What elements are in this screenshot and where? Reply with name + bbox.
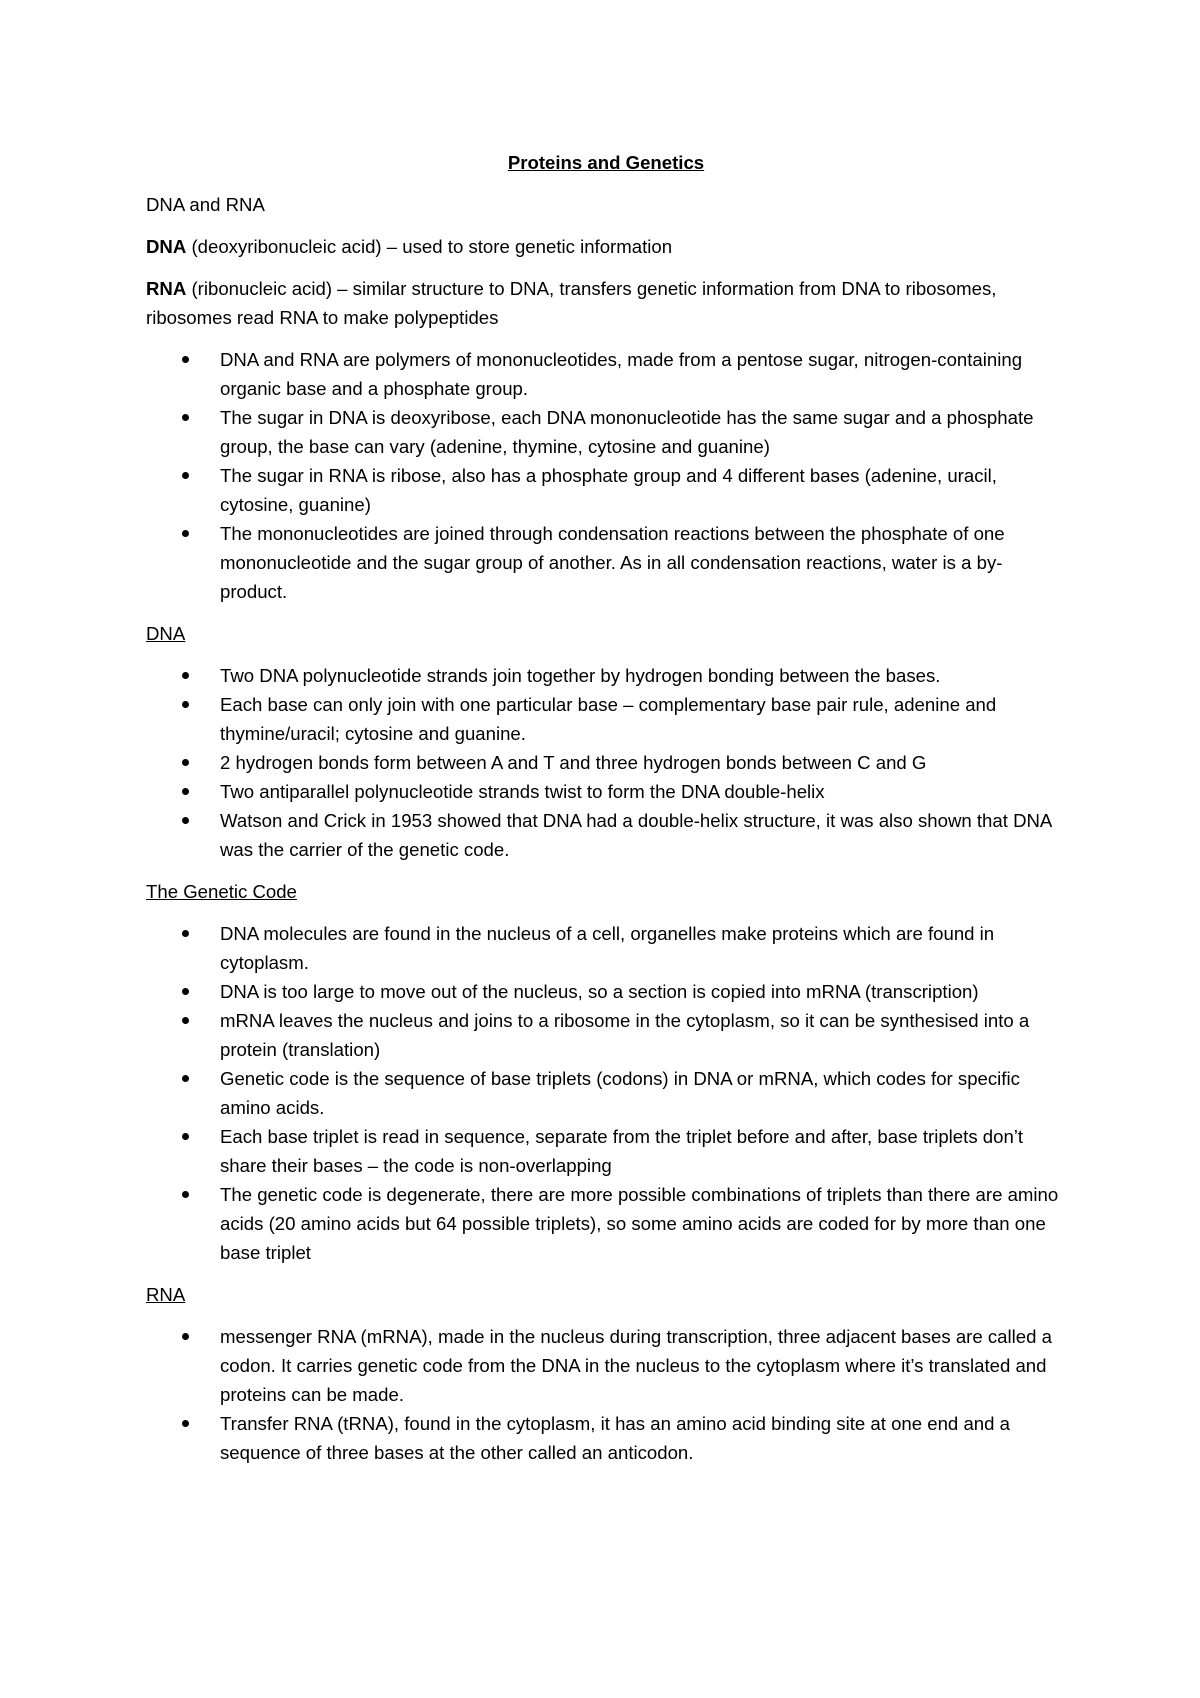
list-item bbox=[146, 661, 1066, 690]
list-item-text: DNA and RNA are polymers of mononucleotides, made from a pentose sugar, nitrogen-containing organic base and a phosphate group. bbox=[220, 349, 1023, 399]
list-item-text: Genetic code is the sequence of base triplets (codons) in DNA or mRNA, which codes for specific amino acids. bbox=[220, 1068, 1020, 1118]
list-item bbox=[146, 777, 1066, 806]
list-item bbox=[146, 1064, 1066, 1122]
dna-definition-text: (deoxyribonucleic acid) – used to store genetic information bbox=[186, 236, 673, 257]
list-item-text: messenger RNA (mRNA), made in the nucleus during transcription, three adjacent bases are called a codon. It carries genetic code from the DNA in the nucleus to the cytoplasm where it’s translated and proteins can be made. bbox=[220, 1326, 1052, 1405]
dna-definition bbox=[146, 232, 1066, 261]
list-item bbox=[146, 919, 1066, 977]
list-item-text: Each base triplet is read in sequence, separate from the triplet before and after, base triplets don’t share their bases – the code is non-overlapping bbox=[220, 1126, 1024, 1176]
document-body bbox=[146, 148, 1066, 1480]
bullet-icon bbox=[182, 530, 189, 537]
list-item bbox=[146, 1322, 1066, 1409]
section-heading-dna-and-rna: DNA and RNA bbox=[146, 194, 265, 215]
bullet-icon bbox=[182, 1333, 189, 1340]
bullet-icon bbox=[182, 414, 189, 421]
list-item-text: The sugar in RNA is ribose, also has a phosphate group and 4 different bases (adenine, uracil, cytosine, guanine) bbox=[220, 465, 997, 515]
bullet-list-rna bbox=[146, 1322, 1066, 1467]
list-item bbox=[146, 1122, 1066, 1180]
bullet-icon bbox=[182, 356, 189, 363]
list-item-text: mRNA leaves the nucleus and joins to a ribosome in the cytoplasm, so it can be synthesised into a protein (translation) bbox=[220, 1010, 1030, 1060]
list-item bbox=[146, 519, 1066, 606]
list-item-text: Watson and Crick in 1953 showed that DNA had a double-helix structure, it was also shown that DNA was the carrier of the genetic code. bbox=[220, 810, 1052, 860]
list-item bbox=[146, 806, 1066, 864]
list-item-text: 2 hydrogen bonds form between A and T and three hydrogen bonds between C and G bbox=[220, 752, 927, 773]
bullet-icon bbox=[182, 672, 189, 679]
bullet-icon bbox=[182, 1017, 189, 1024]
rna-definition-text: (ribonucleic acid) – similar structure to DNA, transfers genetic information from DNA to ribosomes, ribosomes read RNA to make polypeptides bbox=[146, 278, 997, 328]
list-item-text: Transfer RNA (tRNA), found in the cytoplasm, it has an amino acid binding site at one end and a sequence of three bases at the other called an anticodon. bbox=[220, 1413, 1010, 1463]
section-heading-genetic-code: The Genetic Code bbox=[146, 881, 297, 902]
bullet-list-dna bbox=[146, 661, 1066, 864]
list-item bbox=[146, 748, 1066, 777]
bullet-icon bbox=[182, 1075, 189, 1082]
list-item-text: DNA molecules are found in the nucleus of a cell, organelles make proteins which are found in cytoplasm. bbox=[220, 923, 995, 973]
list-item-text: The genetic code is degenerate, there are more possible combinations of triplets than there are amino acids (20 amino acids but 64 possible triplets), so some amino acids are coded for by more than one base triplet bbox=[220, 1184, 1059, 1263]
bullet-list-dna-and-rna bbox=[146, 345, 1066, 606]
list-item-text: DNA is too large to move out of the nucleus, so a section is copied into mRNA (transcription) bbox=[220, 981, 979, 1002]
rna-term: RNA bbox=[146, 278, 187, 299]
list-item-text: The mononucleotides are joined through condensation reactions between the phosphate of one mononucleotide and the sugar group of another. As in all condensation reactions, water is a by-product. bbox=[220, 523, 1005, 602]
bullet-icon bbox=[182, 701, 189, 708]
list-item bbox=[146, 461, 1066, 519]
bullet-icon bbox=[182, 817, 189, 824]
bullet-icon bbox=[182, 472, 189, 479]
rna-definition bbox=[146, 274, 1066, 332]
dna-term: DNA bbox=[146, 236, 187, 257]
list-item bbox=[146, 1180, 1066, 1267]
list-item bbox=[146, 1409, 1066, 1467]
bullet-icon bbox=[182, 930, 189, 937]
list-item bbox=[146, 1006, 1066, 1064]
list-item bbox=[146, 345, 1066, 403]
section-heading-dna: DNA bbox=[146, 623, 186, 644]
section-heading-rna: RNA bbox=[146, 1284, 186, 1305]
bullet-icon bbox=[182, 759, 189, 766]
list-item bbox=[146, 977, 1066, 1006]
list-item-text: Each base can only join with one particular base – complementary base pair rule, adenine and thymine/uracil; cytosine and guanine. bbox=[220, 694, 997, 744]
bullet-icon bbox=[182, 1191, 189, 1198]
bullet-list-genetic-code bbox=[146, 919, 1066, 1267]
list-item bbox=[146, 690, 1066, 748]
bullet-icon bbox=[182, 788, 189, 795]
list-item-text: Two DNA polynucleotide strands join together by hydrogen bonding between the bases. bbox=[220, 665, 941, 686]
list-item-text: The sugar in DNA is deoxyribose, each DNA mononucleotide has the same sugar and a phosphate group, the base can vary (adenine, thymine, cytosine and guanine) bbox=[220, 407, 1034, 457]
bullet-icon bbox=[182, 1420, 189, 1427]
bullet-icon bbox=[182, 1133, 189, 1140]
document-title: Proteins and Genetics bbox=[507, 152, 705, 173]
list-item bbox=[146, 403, 1066, 461]
list-item-text: Two antiparallel polynucleotide strands twist to form the DNA double-helix bbox=[220, 781, 825, 802]
bullet-icon bbox=[182, 988, 189, 995]
